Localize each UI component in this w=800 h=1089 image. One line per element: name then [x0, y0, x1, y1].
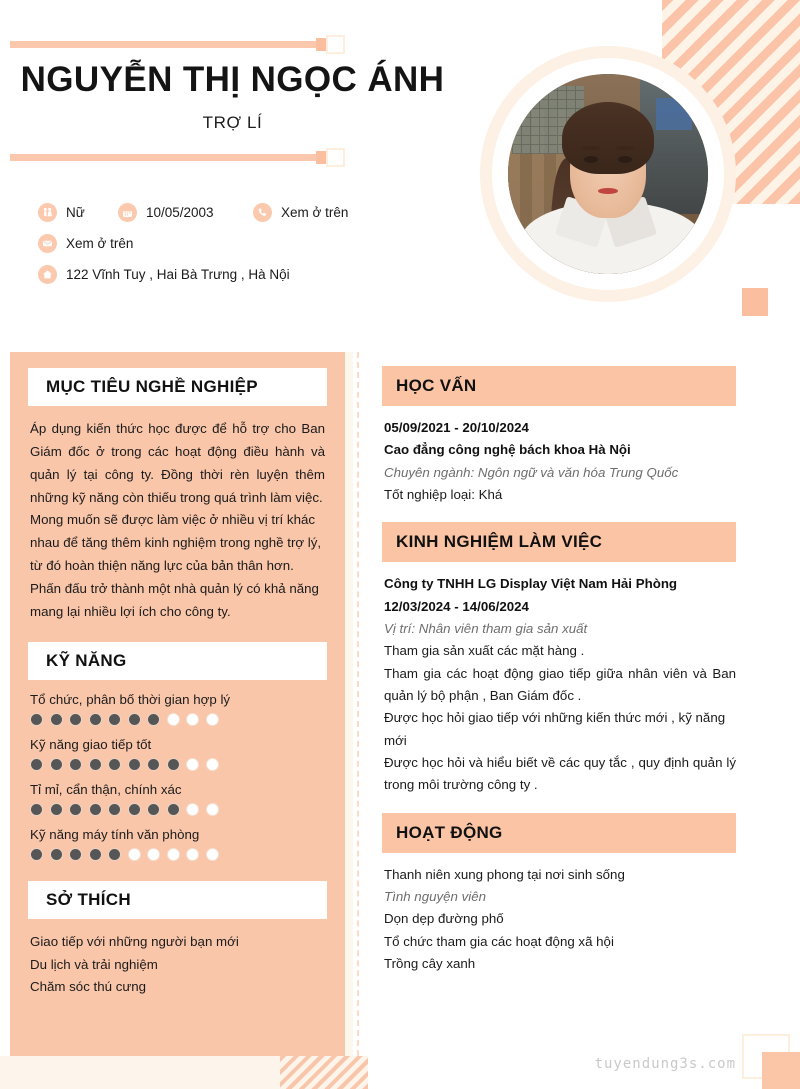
education-major: Chuyên ngành: Ngôn ngữ và văn hóa Trung Quốc — [384, 464, 679, 480]
section-objective-body — [10, 406, 345, 624]
header-rule-bottom-box — [326, 148, 345, 167]
skill-dot — [89, 803, 102, 816]
contact-row-3 — [38, 265, 458, 284]
objective-paragraph: Áp dụng kiến thức học được để hỗ trợ cho Ban Giám đốc ở trong các hoạt động điều hành và quản lý tại công ty. Đồng thời rèn luyện thêm những kỹ năng còn thiếu trong quá trình làm việc. — [30, 421, 325, 505]
objective-paragraph: Phấn đấu trở thành một nhà quản lý có khả năng mang lại nhiều lợi ích cho công ty. — [30, 581, 319, 619]
contact-phone — [253, 203, 348, 222]
experience-company: Công ty TNHH LG Display Việt Nam Hải Phòng — [384, 576, 678, 592]
section-education-body — [382, 406, 736, 506]
watermark-square-decoration — [762, 1052, 800, 1089]
section-objective-heading: MỤC TIÊU NGHỀ NGHIỆP — [28, 368, 327, 406]
skill-item — [30, 692, 325, 726]
skill-dot — [186, 803, 199, 816]
candidate-name: NGUYỄN THỊ NGỌC ÁNH — [20, 60, 445, 99]
skill-label: Kỹ năng máy tính văn phòng — [30, 826, 200, 842]
right-column-content — [382, 366, 736, 991]
skill-dot — [108, 758, 121, 771]
skill-dot — [50, 713, 63, 726]
hobby-item: Du lịch và trải nghiệm — [30, 956, 158, 972]
experience-duty: Tham gia sản xuất các mặt hàng . — [384, 643, 585, 659]
skill-rating — [30, 803, 325, 816]
left-column-content — [10, 352, 345, 999]
hobby-item: Chăm sóc thú cưng — [30, 979, 147, 995]
skill-dot — [69, 758, 82, 771]
section-education-heading: HỌC VẤN — [382, 366, 736, 406]
section-experience-body — [382, 562, 736, 796]
skill-dot — [50, 848, 63, 861]
skill-dot — [167, 848, 180, 861]
skill-dot — [147, 758, 160, 771]
avatar — [508, 74, 708, 274]
section-activities-heading: HOẠT ĐỘNG — [382, 813, 736, 853]
avatar-eye-right — [618, 156, 632, 163]
header-rule-top — [10, 41, 320, 48]
square-decoration-right — [742, 288, 768, 316]
skill-dot — [128, 803, 141, 816]
avatar-bg-blue — [656, 98, 692, 130]
section-experience-heading: KINH NGHIỆM LÀM VIỆC — [382, 522, 736, 562]
header-rule-bottom — [10, 154, 320, 161]
email-icon — [38, 234, 57, 253]
contact-phone-value: Xem ở trên — [281, 205, 349, 220]
avatar-brow-right — [616, 146, 634, 150]
skill-dot — [128, 758, 141, 771]
skill-item — [30, 737, 325, 771]
header-rule-top-box — [326, 35, 345, 54]
calendar-icon — [118, 203, 137, 222]
contact-birthday — [118, 203, 253, 222]
section-objective — [10, 352, 345, 624]
education-grade: Tốt nghiệp loại: Khá — [384, 486, 503, 502]
skill-dot — [30, 803, 43, 816]
skill-dot — [128, 713, 141, 726]
section-skills-body — [10, 680, 345, 861]
activity-role: Tình nguyện viên — [384, 888, 487, 904]
contact-address — [38, 265, 290, 284]
activity-title: Thanh niên xung phong tại nơi sinh sống — [384, 866, 625, 882]
skill-item — [30, 827, 325, 861]
skill-rating — [30, 758, 325, 771]
bottom-cream-band — [0, 1056, 280, 1089]
contact-row-2 — [38, 234, 458, 253]
skill-dot — [147, 848, 160, 861]
skill-dot — [147, 713, 160, 726]
phone-icon — [253, 203, 272, 222]
skill-label: Tỉ mỉ, cẩn thận, chính xác — [30, 781, 182, 797]
skill-dot — [186, 713, 199, 726]
skill-label: Tổ chức, phân bố thời gian hợp lý — [30, 691, 231, 707]
left-panel-cream-strip — [345, 352, 353, 1056]
section-activities-body — [382, 853, 736, 976]
avatar-eye-left — [584, 156, 598, 163]
section-education — [382, 366, 736, 506]
skill-dot — [50, 803, 63, 816]
section-hobbies-body — [10, 919, 345, 1000]
experience-date-range: 12/03/2024 - 14/06/2024 — [384, 598, 529, 614]
skill-label: Kỹ năng giao tiếp tốt — [30, 736, 152, 752]
section-hobbies — [10, 861, 345, 1000]
skill-dot — [206, 848, 219, 861]
section-skills-heading: KỸ NĂNG — [28, 642, 327, 680]
activity-item: Trồng cây xanh — [384, 955, 476, 971]
skill-dot — [128, 848, 141, 861]
contact-email — [38, 234, 133, 253]
experience-duty: Tham gia các hoạt động giao tiếp giữa nhân viên và Ban quản lý bộ phận , Ban Giám đốc . — [384, 665, 736, 703]
contact-address-value: 122 Vĩnh Tuy , Hai Bà Trưng , Hà Nội — [66, 267, 290, 282]
skill-dot — [89, 758, 102, 771]
education-date-range: 05/09/2021 - 20/10/2024 — [384, 420, 529, 435]
skill-dot — [186, 848, 199, 861]
skill-dot — [50, 758, 63, 771]
skill-dot — [89, 713, 102, 726]
watermark-text: tuyendung3s.com — [594, 1056, 736, 1072]
skill-item — [30, 782, 325, 816]
skill-dot — [30, 758, 43, 771]
contact-gender-value: Nữ — [66, 205, 85, 220]
skill-dot — [30, 848, 43, 861]
education-school: Cao đẳng công nghệ bách khoa Hà Nội — [384, 442, 631, 458]
dashed-divider — [357, 352, 359, 1056]
activity-item: Dọn dẹp đường phố — [384, 911, 504, 927]
objective-paragraph: Mong muốn sẽ được làm việc ở nhiều vị trí khác nhau để tăng thêm kinh nghiệm trong nghề trợ lý, từ đó hoàn thiện năng lực của bản thân hơn. — [30, 512, 322, 574]
contact-birthday-value: 10/05/2003 — [146, 205, 214, 220]
skill-dot — [108, 848, 121, 861]
skill-dot — [186, 758, 199, 771]
avatar-hair — [562, 102, 654, 174]
section-hobbies-heading: SỞ THÍCH — [28, 881, 327, 919]
activity-item: Tổ chức tham gia các hoạt động xã hội — [384, 933, 614, 949]
skill-dot — [69, 713, 82, 726]
skill-rating — [30, 848, 325, 861]
avatar-brow-left — [582, 146, 600, 150]
home-icon — [38, 265, 57, 284]
job-title: TRỢ LÍ — [202, 113, 263, 132]
skill-dot — [108, 713, 121, 726]
section-experience — [382, 522, 736, 796]
skill-dot — [167, 758, 180, 771]
hobby-item: Giao tiếp với những người bạn mới — [30, 933, 239, 949]
gender-icon — [38, 203, 57, 222]
contact-info — [38, 203, 458, 296]
skill-rating — [30, 713, 325, 726]
section-activities — [382, 813, 736, 976]
skill-dot — [206, 713, 219, 726]
contact-row-1 — [38, 203, 458, 222]
skill-dot — [30, 713, 43, 726]
skill-dot — [89, 848, 102, 861]
skill-dot — [206, 758, 219, 771]
section-skills — [10, 624, 345, 861]
contact-gender — [38, 203, 118, 222]
skill-dot — [147, 803, 160, 816]
skill-dot — [167, 713, 180, 726]
skill-dot — [108, 803, 121, 816]
experience-position: Vị trí: Nhân viên tham gia sản xuất — [384, 620, 588, 636]
skill-dot — [167, 803, 180, 816]
contact-email-value: Xem ở trên — [66, 236, 134, 251]
experience-duty: Được học hỏi và hiểu biết về các quy tắc , quy định quản lý trong môi trường công ty . — [384, 754, 736, 793]
skill-dot — [69, 803, 82, 816]
bottom-stripe-decoration — [280, 1056, 368, 1089]
skill-dot — [206, 803, 219, 816]
experience-duty: Được học hỏi giao tiếp với những kiến thức mới , kỹ năng mới — [384, 710, 726, 748]
skill-dot — [69, 848, 82, 861]
